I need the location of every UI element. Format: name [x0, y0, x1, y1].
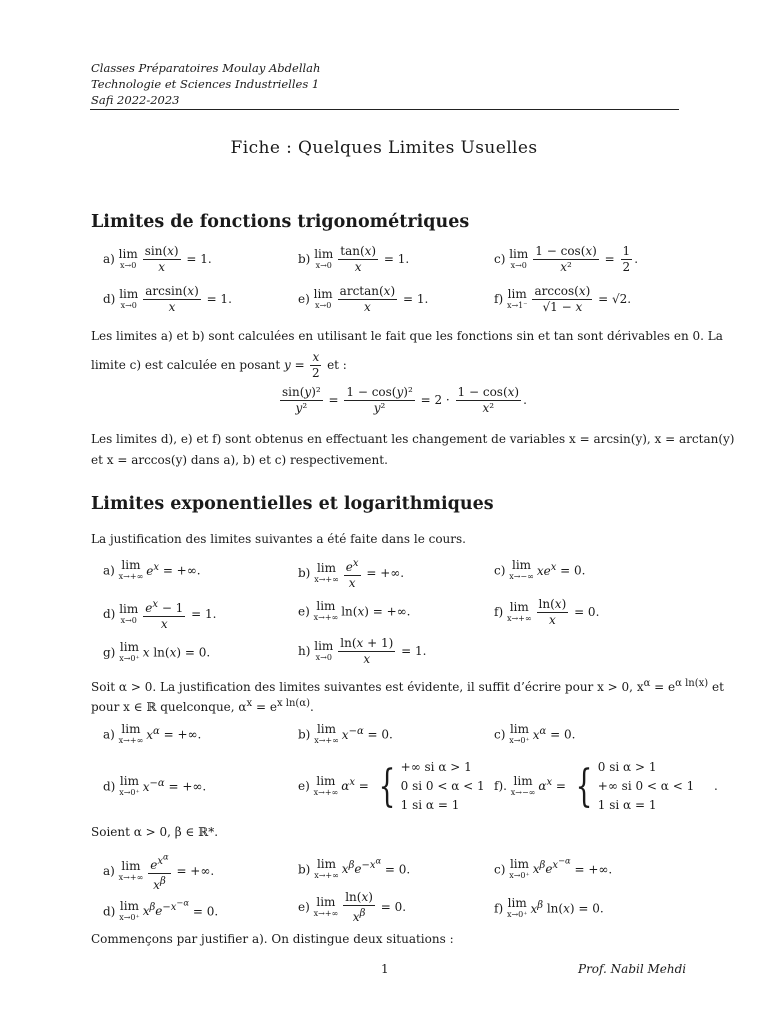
- formula-comp-f: f) lim x→0⁺ $x^\beta$ ln(x) = 0.: [494, 896, 604, 919]
- page-title: Fiche : Quelques Limites Usuelles: [230, 138, 538, 158]
- formula-comp-d: d) lim x→0⁺ $x^\beta e^{-x^{-\alpha}} = 0$.: [103, 898, 219, 922]
- formula-comp-e: e) lim x→+∞ $\frac{\ln(x)}{x^\beta}$ = 0.: [298, 890, 407, 924]
- author-signature: Prof. Nabil Mehdi: [578, 962, 687, 976]
- page-number: 1: [381, 962, 389, 976]
- formula-exp-c: c) lim x→−∞ $xe^x = 0$.: [494, 558, 586, 581]
- formula-exp-b: b) lim x→+∞ $\frac{e^x}{x}$ = +∞.: [298, 558, 405, 590]
- formula-power-a: a) lim x→+∞ $x^\alpha$ = +∞.: [103, 722, 202, 745]
- formula-power-e: e) lim x→+∞ $\alpha^x$ = { +∞ si α > 1 0 si 0 < α < 1 1 si α = 1: [298, 760, 485, 812]
- trig-change-variables-line1: Les limites d), e) et f) sont obtenus en effectuant les changement de variables x = arcsin(y), x = arctan(y): [91, 432, 735, 446]
- formula-trig-b: b) lim x→0 $\frac{\tan(x)}{x}$ = 1.: [298, 244, 410, 274]
- formula-log-g: g) lim x→0⁺ x ln(x) = 0.: [103, 640, 211, 663]
- formula-trig-d: d) lim x→0 $\frac{\arcsin(x)}{x}$ = 1.: [103, 284, 232, 314]
- formula-power-b: b) lim x→+∞ $x^{-\alpha} = 0$.: [298, 722, 393, 745]
- trig-explanation-line1: Les limites a) et b) sont calculées en utilisant le fait que les fonctions sin et tan sont dérivables en 0. La: [91, 329, 723, 343]
- trig-change-variables-line2: et x = arccos(y) dans a), b) et c) respectivement.: [91, 453, 388, 467]
- formula-log-e: e) lim x→+∞ ln(x) = +∞.: [298, 599, 411, 622]
- formula-exp-a: a) lim x→+∞ $e^x$ = +∞.: [103, 558, 201, 581]
- commencons-text: Commençons par justifier a). On distingue deux situations :: [91, 932, 454, 946]
- formula-trig-substitution: $\frac{\text{sin(y)²}}{\text{y²}}$ = $\frac{\text{1 − cos(y)²}}{\text{y²}}$ = 2 · $\frac{1 - \cos(x)}{\text{x²}}$ .: [282, 385, 527, 415]
- header-divider: [90, 109, 679, 110]
- formula-trig-a: a) lim x→0 $\frac{\sin(x)}{x}$ = 1.: [103, 244, 212, 274]
- formula-log-f: f) lim x→+∞ $\frac{\ln(x)}{x}$ = 0.: [494, 597, 600, 627]
- formula-exp-d: d) lim x→0 $\frac{e^x - 1}{x}$ = 1.: [103, 599, 217, 631]
- header-year: Safi 2022-2023: [91, 93, 180, 107]
- formula-comp-c: c) lim x→0⁺ $x^\beta e^{x^{-\alpha}}$ = +∞.: [494, 856, 613, 880]
- formula-comp-a: a) lim x→+∞ $\frac{e^{x^\alpha}}{x^\beta}$ = +∞.: [103, 852, 215, 893]
- section-trig-heading: Limites de fonctions trigonométriques: [91, 212, 470, 232]
- explog-intro: La justification des limites suivantes a été faite dans le cours.: [91, 532, 466, 546]
- power-justification-line1: Soit α > 0. La justification des limites suivantes est évidente, il suffit d’écrire pour x > 0, $x^\alpha = e^{\alpha ln(x)}$ et: [91, 678, 724, 694]
- formula-power-end-dot: .: [714, 779, 718, 793]
- formula-power-c: c) lim x→0⁺ $x^\alpha = 0$.: [494, 722, 576, 745]
- section-explog-heading: Limites exponentielles et logarithmiques: [91, 494, 494, 514]
- formula-trig-e: e) lim x→0 $\frac{\arctan(x)}{x}$ = 1.: [298, 284, 429, 314]
- formula-trig-c: c) lim x→0 $\frac{1 - \cos(x)}{\text{x²}}$ = $\frac{1}{2}$ .: [494, 244, 639, 274]
- header-course: Technologie et Sciences Industrielles 1: [91, 77, 320, 91]
- formula-power-d: d) lim x→0⁺ $x^{-\alpha}$ = +∞.: [103, 774, 207, 797]
- power-justification-line2: pour x ∈ ℝ quelconque, $\alpha^x = e^{x ln(\alpha)}$.: [91, 698, 314, 714]
- header-institution: Classes Préparatoires Moulay Abdellah: [91, 61, 321, 75]
- trig-explanation-line2: limite c) est calculée en posant y = $\frac{x}{2}$ et :: [91, 350, 347, 380]
- formula-comp-b: b) lim x→+∞ $x^\beta e^{-x^\alpha} = 0$.: [298, 856, 411, 880]
- formula-log-h: h) lim x→0 $\frac{\ln(x + 1)}{x}$ = 1.: [298, 636, 427, 666]
- formula-power-f: f). lim x→−∞ $\alpha^x$ = { 0 si α > 1 +∞ si 0 < α < 1 1 si α = 1: [494, 760, 695, 812]
- formula-trig-f: f) lim x→1⁻ $\frac{\arccos(x)}{√1 - x}$ = √2.: [494, 284, 632, 314]
- soient-alpha-beta: Soient α > 0, β ∈ ℝ*.: [91, 825, 219, 839]
